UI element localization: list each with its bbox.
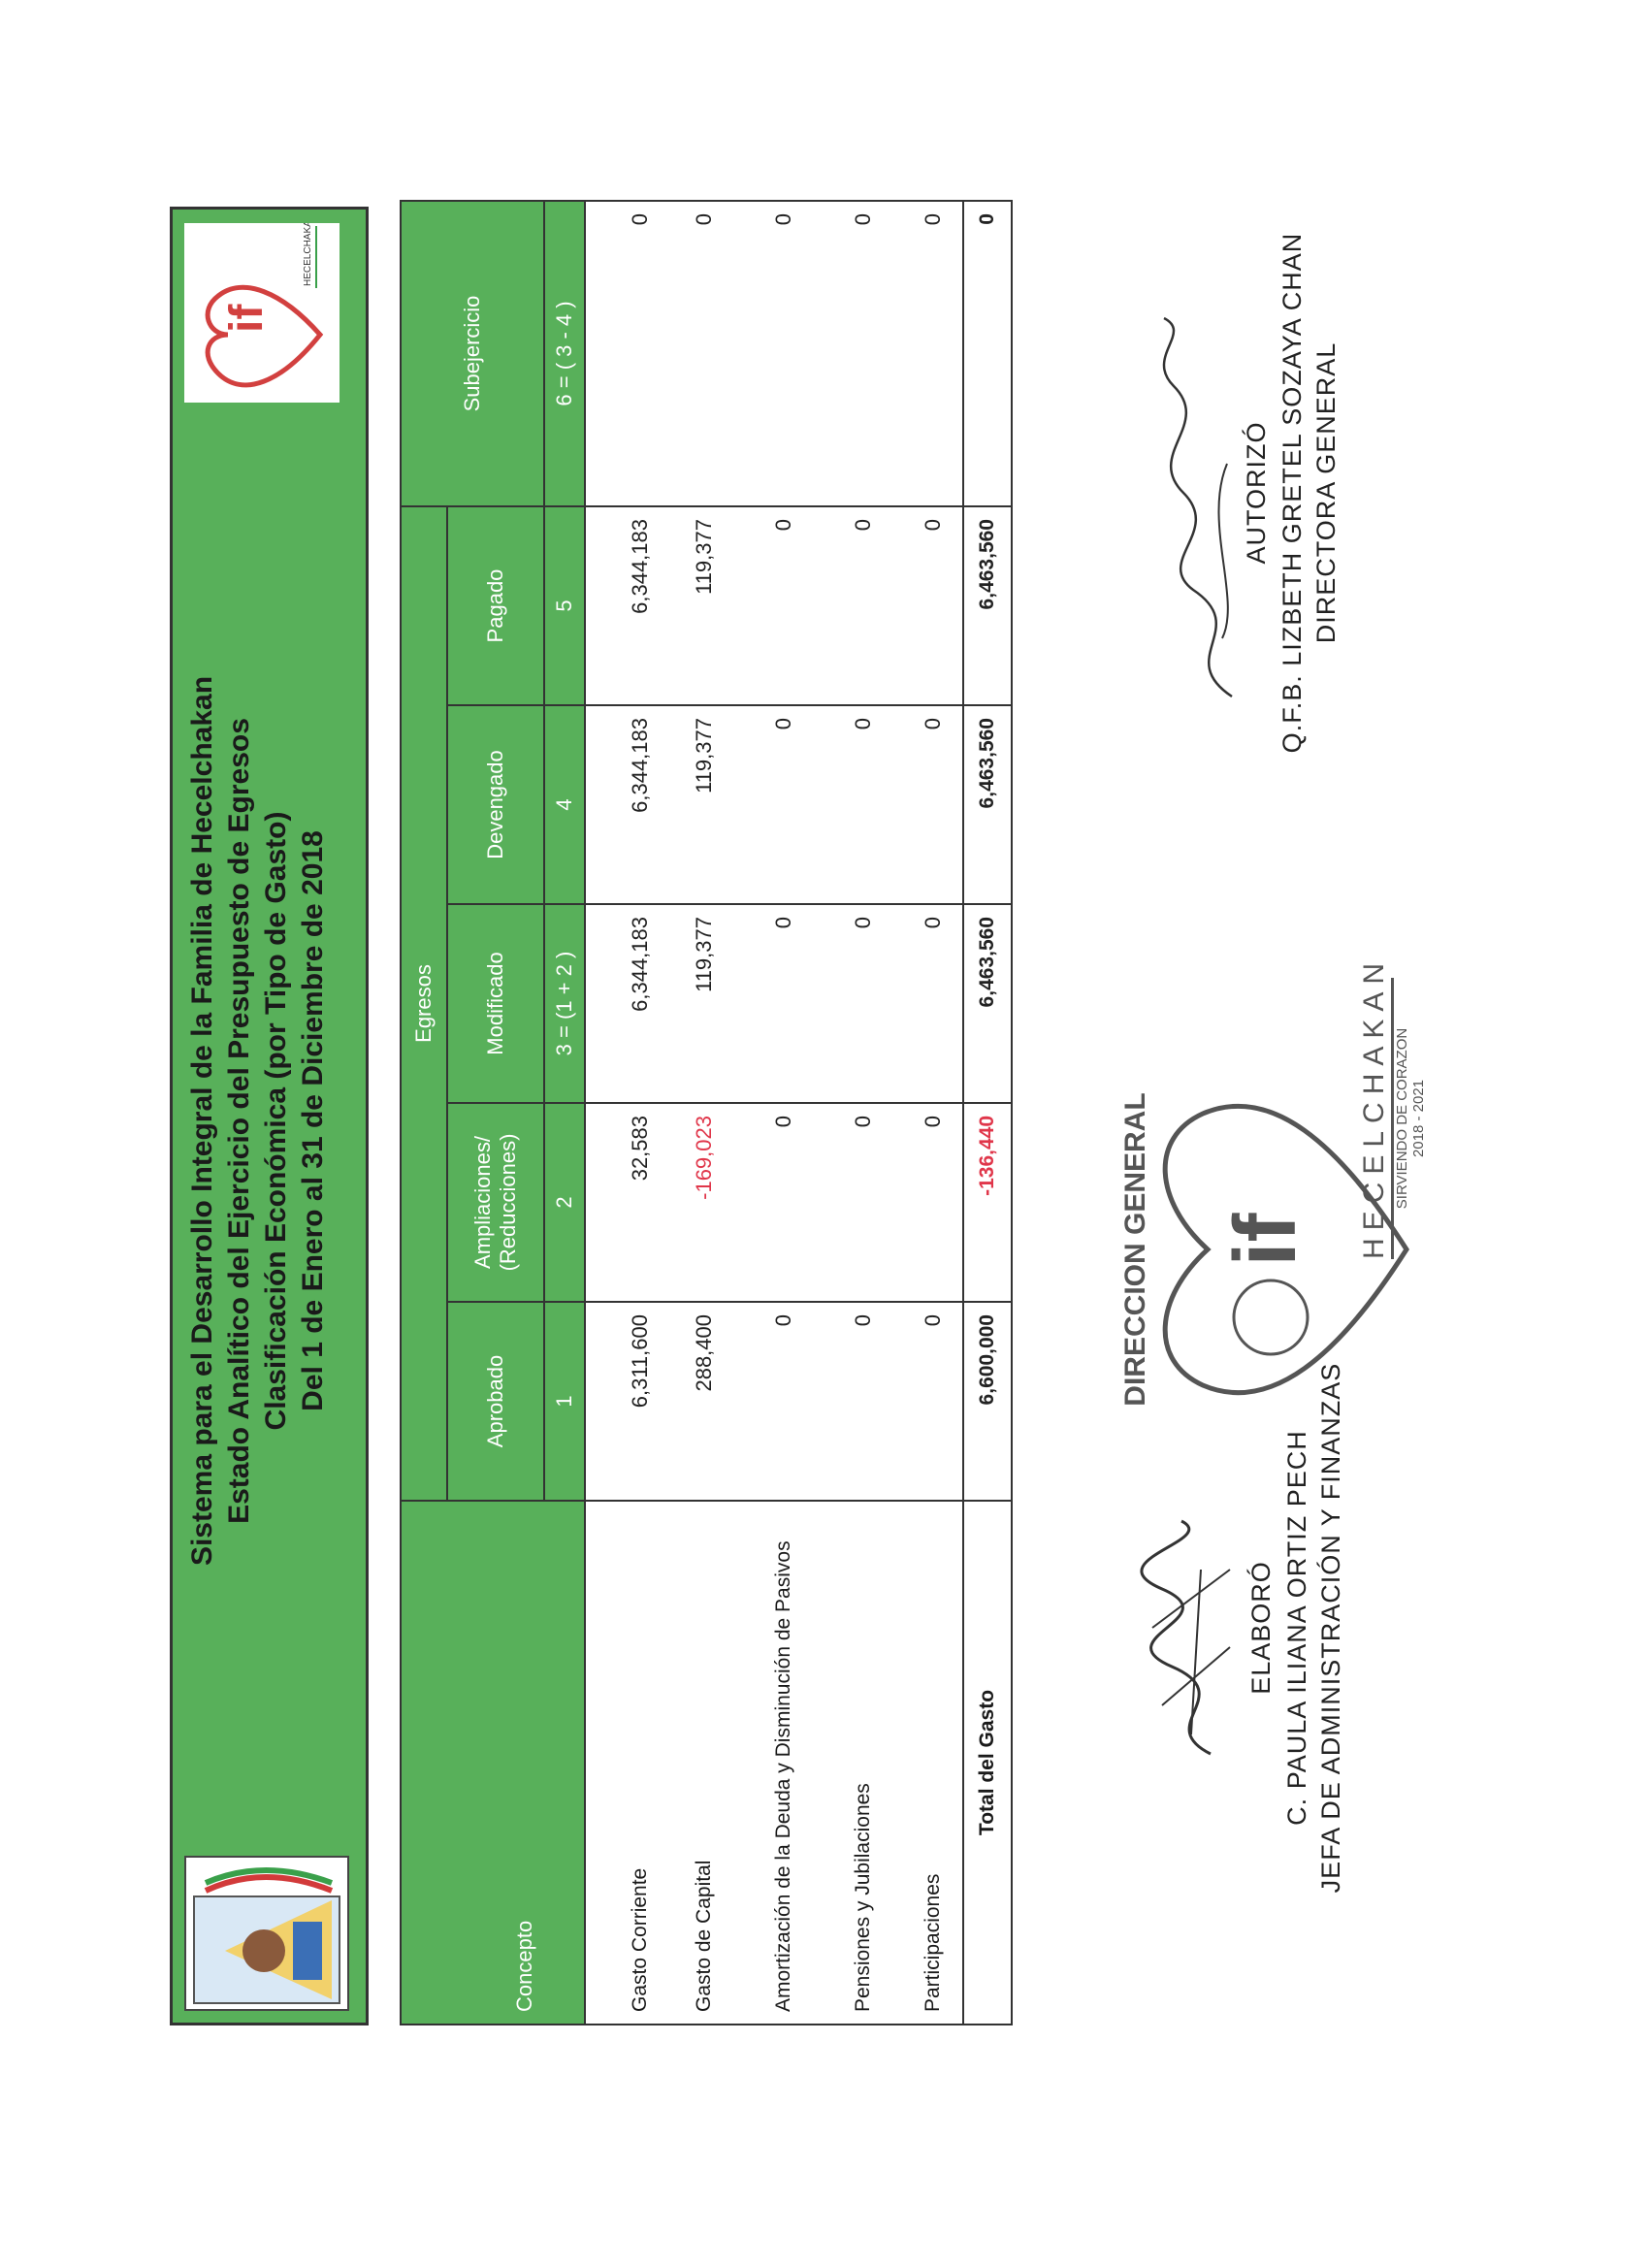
total-modificado: 6,463,560 [963,904,1012,1103]
elaboro-name: C. PAULA ILIANA ORTIZ PECH [1282,1430,1311,1826]
cell-devengado: 6,344,183 [585,705,664,904]
report-title: Estado Analítico del Ejercicio del Presupuesto de Egresos [223,718,255,1524]
cell-aprobado: 0 [903,1302,963,1501]
col-header-modificado: Modificado [447,904,544,1103]
cell-pagado: 0 [824,506,903,705]
total-ampliaciones: -136,440 [963,1103,1012,1302]
cell-ampliaciones: 0 [824,1103,903,1302]
cell-devengado: 0 [744,705,824,904]
row-concept: Gasto Corriente [585,1501,664,2025]
cell-pagado: 0 [744,506,824,705]
dif-heart-logo [184,223,340,403]
cell-modificado: 0 [903,904,963,1103]
total-devengado: 6,463,560 [963,705,1012,904]
cell-pagado: 119,377 [664,506,744,705]
cell-modificado: 6,344,183 [585,904,664,1103]
col-index-4: 4 [544,705,585,904]
table-row [664,201,744,2025]
cell-aprobado: 6,311,600 [585,1302,664,1501]
col-header-subejercicio: Subejercicio [401,201,544,506]
municipal-coat-of-arms-logo [184,1856,349,2011]
cell-ampliaciones: 0 [903,1103,963,1302]
stamp-motto: SIRVIENDO DE CORAZON [1394,1027,1410,1210]
concept-header: Concepto [401,1501,585,2025]
cell-subejercicio: 0 [744,201,824,506]
stamp-footer [1358,955,1427,1259]
cell-pagado: 6,344,183 [585,506,664,705]
total-subejercicio: 0 [963,201,1012,506]
egresos-table [400,200,1013,2025]
col-index-3: 3 = (1 + 2 ) [544,904,585,1103]
table-row [824,201,903,2025]
cell-modificado: 119,377 [664,904,744,1103]
elaboro-label: ELABORÓ [1246,1561,1276,1695]
col-index-6: 6 = ( 3 - 4 ) [544,201,585,506]
col-header-devengado: Devengado [447,705,544,904]
table-row [744,201,824,2025]
cell-subejercicio: 0 [664,201,744,506]
row-concept: Pensiones y Jubilaciones [824,1501,903,2025]
autorizo-name: Q.F.B. LIZBETH GRETEL SOZAYA CHAN [1277,232,1307,754]
cell-modificado: 0 [744,904,824,1103]
cell-subejercicio: 0 [903,201,963,506]
report-titles [184,413,332,1829]
col-index-5: 5 [544,506,585,705]
elaboro-title: JEFA DE ADMINISTRACIÓN Y FINANZAS [1316,1362,1345,1894]
cell-devengado: 119,377 [664,705,744,904]
stamp-years: 2018 - 2021 [1410,1079,1427,1158]
col-index-1: 1 [544,1302,585,1501]
cell-pagado: 0 [903,506,963,705]
total-pagado: 6,463,560 [963,506,1012,705]
svg-text:HECELCHAKAN: HECELCHAKAN [303,223,313,286]
autorizo-label: AUTORIZÓ [1242,421,1271,565]
svg-text:DIRECCION GENERAL: DIRECCION GENERAL [1119,1092,1151,1407]
stamp-municipality: HECELCHAKAN [1358,978,1394,1259]
svg-text:if: if [1217,1213,1314,1267]
table-row [585,201,664,2025]
elaboro-signature [1133,1511,1249,1764]
report-header [170,207,369,2025]
institution-name: Sistema para el Desarrollo Integral de la Familia de Hecelchakan [186,675,218,1567]
cell-ampliaciones: -169,023 [664,1103,744,1302]
total-label: Total del Gasto [963,1501,1012,2025]
col-header-ampliaciones: Ampliaciones/ (Reducciones) [447,1103,544,1302]
autorizo-title: DIRECTORA GENERAL [1311,341,1341,644]
svg-text:if: if [221,304,273,333]
cell-aprobado: 0 [824,1302,903,1501]
cell-ampliaciones: 0 [744,1103,824,1302]
col-header-pagado: Pagado [447,506,544,705]
cell-subejercicio: 0 [824,201,903,506]
egresos-group-header: Egresos [401,506,447,1501]
cell-modificado: 0 [824,904,903,1103]
total-aprobado: 6,600,000 [963,1302,1012,1501]
col-header-aprobado: Aprobado [447,1302,544,1501]
autorizo-signature-block [1242,153,1342,832]
row-concept: Gasto de Capital [664,1501,744,2025]
cell-aprobado: 0 [744,1302,824,1501]
row-concept: Participaciones [903,1501,963,2025]
period-title: Del 1 de Enero al 31 de Diciembre de 2018 [297,830,329,1411]
col-index-2: 2 [544,1103,585,1302]
table-row [903,201,963,2025]
classification-title: Clasificación Económica (por Tipo de Gasto) [260,811,292,1431]
cell-subejercicio: 0 [585,201,664,506]
cell-devengado: 0 [824,705,903,904]
cell-aprobado: 288,400 [664,1302,744,1501]
row-concept: Amortización de la Deuda y Disminución de Pasivos [744,1501,824,2025]
total-row [963,201,1012,2025]
cell-ampliaciones: 32,583 [585,1103,664,1302]
cell-devengado: 0 [903,705,963,904]
